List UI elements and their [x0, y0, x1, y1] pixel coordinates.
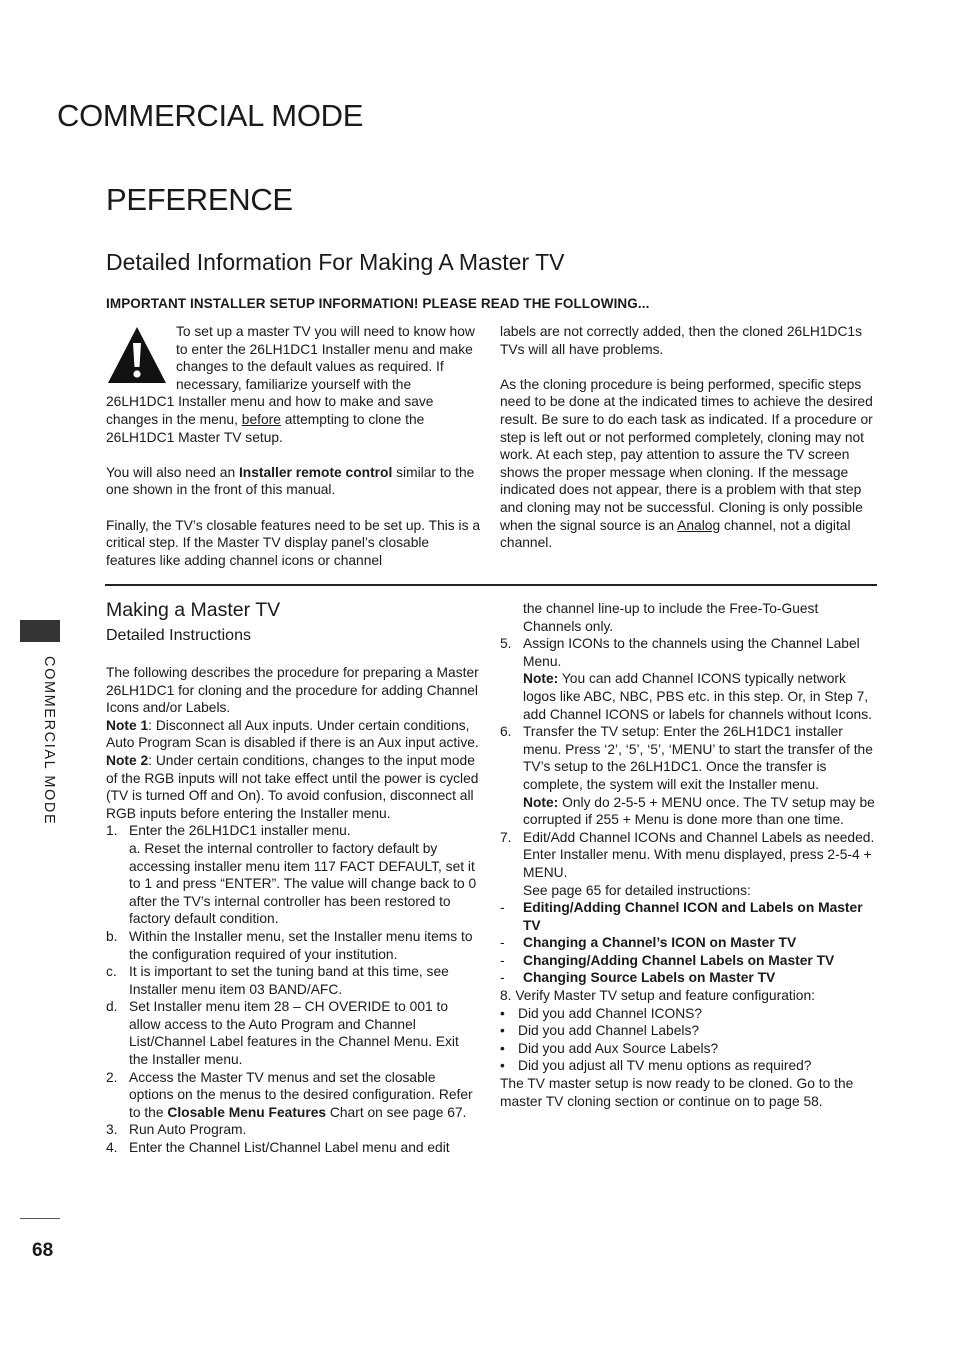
intro-left-column: [106, 323, 480, 569]
closing-paragraph: The TV master setup is now ready to be cloned. Go to the master TV cloning section or continue on to page 58.: [500, 1076, 854, 1109]
sidebar-divider: [20, 1218, 60, 1219]
step-3: 3. Run Auto Program.: [106, 1122, 247, 1138]
dash-item: - Editing/Adding Channel ICON and Labels on Master TV: [500, 900, 863, 933]
making-master-tv-title: Making a Master TV: [106, 599, 281, 621]
intro-paragraph-2: You will also need an Installer remote control similar to the one shown in the front of this manual.: [106, 464, 475, 498]
bullet-item: • Did you add Channel ICONS?: [500, 1005, 703, 1021]
page-subtitle: PEFERENCE: [106, 182, 293, 217]
step-1d: d. Set Installer menu item 28 – CH OVERIDE to 001 to allow access to the Auto Program and Channel List/Channel Label features in the Channel Menu. Exit the Installer menu.: [106, 999, 459, 1068]
analog-underlined: Analog: [677, 517, 721, 533]
intro-paragraph-3: Finally, the TV’s closable features need to be set up. This is a critical step. If the Master TV display panel’s closable features like adding channel icons or channel: [106, 517, 481, 568]
note-2: Note 2: Under certain conditions, changes to the input mode of the RGB inputs will not take effect until the power is cycled (TV is turned Off and On). To avoid confusion, disconnect all RGB inputs before entering the Installer menu.: [106, 752, 479, 821]
step-5-note: Note: You can add Channel ICONS typically network logos like ABC, NBC, PBS etc. in this step. Or, in Step 7, add Channel ICONS or labels for channels without Icons.: [523, 671, 872, 722]
step-5: 5. Assign ICONs to the channels using the Channel Label Menu.: [500, 636, 860, 669]
page-number: 68: [32, 1240, 54, 1261]
step-1c: c. It is important to set the tuning band at this time, see Installer menu item 03 BAND/AFC.: [106, 964, 449, 997]
step-7-see: See page 65 for detailed instructions:: [523, 882, 751, 898]
step-8: 8. Verify Master TV setup and feature configuration:: [500, 988, 815, 1004]
sidebar-tab-marker: [20, 620, 60, 642]
intro-paragraph-5: As the cloning procedure is being performed, specific steps need to be done at the indicated times to achieve the desired result. Be sure to do each task as indicated. If a procedure or step is left out or not performed completely, cloning may not work. At each step, pay attention to assure the TV screen shows the proper message when cloning. If the message indicated does not appear, there is a problem with that step and cloning may not be successful. Cloning is only possible when the signal source is an Analog channel, not a digital channel.: [500, 376, 873, 551]
dash-item: - Changing a Channel’s ICON on Master TV: [500, 935, 797, 951]
intro-paragraph-1: To set up a master TV you will need to know how to enter the 26LH1DC1 Installer menu and make changes to the default values as required. If necessary, familiarize yourself with the 26LH1DC1 Installer menu and how to make and save changes in the menu, before attempting to clone the 26LH1DC1 Master TV setup.: [106, 324, 475, 445]
instructions-right-column: [500, 600, 876, 1110]
making-intro: The following describes the procedure for preparing a Master 26LH1DC1 for cloning and the procedure for adding Channel Icons and/or Labels.: [106, 665, 479, 716]
before-underlined: before: [241, 411, 281, 427]
section-title: COMMERCIAL MODE: [57, 98, 364, 133]
step-6: 6. Transfer the TV setup: Enter the 26LH1DC1 installer menu. Press ‘2’, ‘5’, ‘5’, ‘MENU’ to start the transfer of the TV’s setup to the 26LH1DC1. Once the transfer is complete, the system will exit the Installer menu.: [500, 724, 873, 792]
note-1: Note 1: Disconnect all Aux inputs. Under certain conditions, Auto Program Scan is disabled if there is an Aux input active.: [106, 717, 479, 751]
dash-item: - Changing Source Labels on Master TV: [500, 970, 776, 986]
instructions-left-column: [106, 664, 480, 1157]
step-4: 4. Enter the Channel List/Channel Label menu and edit: [106, 1140, 450, 1156]
detailed-instructions-title: Detailed Instructions: [106, 627, 251, 644]
step-7: 7. Edit/Add Channel ICONs and Channel Labels as needed. Enter Installer menu. With menu displayed, press 2-5-4 + MENU.: [500, 829, 875, 880]
section-divider: [105, 584, 877, 586]
important-notice: IMPORTANT INSTALLER SETUP INFORMATION! PLEASE READ THE FOLLOWING...: [106, 296, 650, 311]
bullet-item: • Did you adjust all TV menu options as required?: [500, 1058, 812, 1074]
step-1a: a. Reset the internal controller to factory default by accessing installer menu item 117 FACT DEFAULT, set it to 1 and press “ENTER”. The value will change back to 0 after the TV’s internal controller has been restored to factory default condition.: [129, 840, 477, 927]
step-1: 1. Enter the 26LH1DC1 installer menu.: [106, 823, 351, 839]
intro-paragraph-4: labels are not correctly added, then the cloned 26LH1DC1s TVs will all have problems.: [500, 324, 863, 357]
page-heading: Detailed Information For Making A Master TV: [106, 249, 565, 275]
dash-item: - Changing/Adding Channel Labels on Master TV: [500, 952, 835, 968]
bullet-item: • Did you add Aux Source Labels?: [500, 1040, 719, 1056]
intro-right-column: [500, 323, 876, 552]
bullet-item: • Did you add Channel Labels?: [500, 1023, 700, 1039]
step-6-note: Note: Only do 2-5-5 + MENU once. The TV setup may be corrupted if 255 + Menu is done more than one time.: [523, 794, 875, 828]
step-4-continued: the channel line-up to include the Free-To-Guest Channels only.: [523, 601, 819, 634]
step-2: 2. Access the Master TV menus and set the closable options on the menus to the desired configuration. Refer to the Closable Menu Features Chart on see page 67.: [106, 1069, 473, 1120]
sidebar-label: COMMERCIAL MODE: [41, 656, 57, 826]
step-1b: b. Within the Installer menu, set the Installer menu items to the configuration required of your institution.: [106, 928, 473, 962]
